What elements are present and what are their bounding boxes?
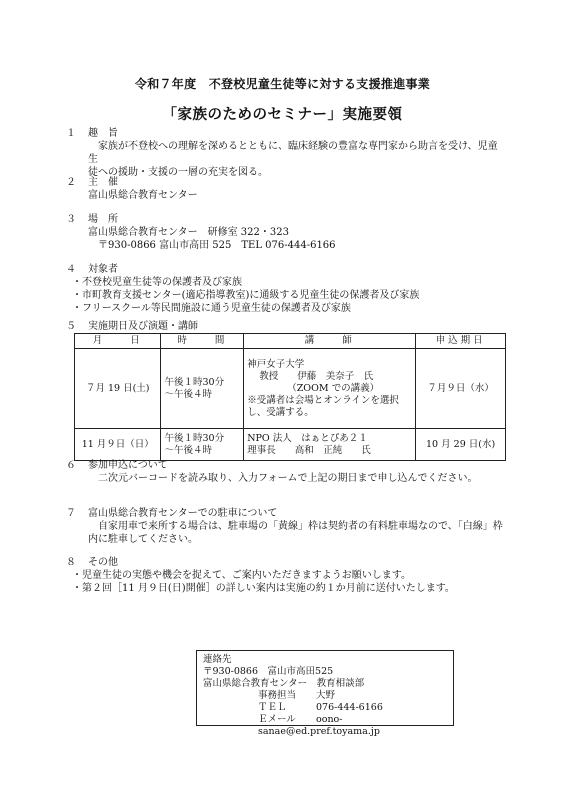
- list-item: ・第２回［11 月９日(日)開催］の詳しい案内は実施の約１か月前に送付いたします。: [72, 583, 455, 594]
- cell-deadline: 10 月 29 日(水): [416, 429, 506, 461]
- section-heading: 参加申込について: [88, 460, 168, 471]
- section-text: 〒930-0866 富山市高田 525 TEL 076-444-6166: [98, 240, 336, 251]
- section-parking: [66, 507, 506, 546]
- column-header-time: 時 間: [161, 334, 244, 349]
- cell-time: [161, 429, 244, 461]
- section-schedule: [66, 320, 506, 333]
- section-heading: 場 所: [88, 214, 118, 225]
- section-number: ５: [66, 321, 76, 332]
- list-item: ・不登校児童生徒等の保護者及び家族: [72, 277, 242, 288]
- contact-staff: 事務担当 大野: [258, 690, 336, 701]
- lecturer-affiliation: 神戸女子大学: [247, 358, 305, 370]
- column-header-date: 月 日: [75, 334, 161, 349]
- section-number: ６: [66, 460, 76, 471]
- contact-email: Ｅメール oono-sanae@ed.pref.toyama.jp: [258, 714, 380, 737]
- table-row: [75, 349, 506, 429]
- section-other: [66, 556, 506, 595]
- document-subtitle: 「家族のためのセミナー」実施要領: [162, 107, 403, 123]
- cell-lecturer: [244, 429, 416, 461]
- section-heading: 実施期日及び演題・講師: [88, 321, 198, 332]
- cell-date: 11 月９日（日）: [75, 429, 161, 461]
- list-item: ・市町教育支援センター(適応指導教室)に通級する児童生徒の保護者及び家族: [72, 290, 420, 301]
- section-text: 二次元バーコードを読み取り、入力フォームで上記の期日まで申し込んでください。: [98, 473, 478, 484]
- section-text: 内に駐車してください。: [88, 534, 198, 545]
- cell-deadline: ７月９日（水）: [416, 349, 506, 429]
- cell-lecturer: [244, 349, 416, 429]
- lecturer-name: 教授 伊藤 美奈子 氏: [259, 370, 374, 382]
- section-venue: [66, 213, 506, 252]
- time-end: ～午後４時: [164, 444, 212, 456]
- contact-box: [196, 650, 454, 737]
- section-heading: 対象者: [88, 264, 118, 275]
- section-number: ３: [66, 214, 76, 225]
- section-number: ８: [66, 557, 76, 568]
- section-purpose: [66, 127, 506, 179]
- column-header-lecturer: 講 師: [244, 334, 416, 349]
- contact-label: 連絡先: [203, 654, 232, 665]
- section-number: １: [66, 128, 76, 139]
- section-heading: その他: [88, 557, 118, 568]
- section-number: ４: [66, 264, 76, 275]
- contact-organization: 富山県総合教育センター 教育相談部: [203, 678, 365, 689]
- cell-time: [161, 349, 244, 429]
- cell-date: ７月 19 日(土): [75, 349, 161, 429]
- section-number: ２: [66, 177, 76, 188]
- section-text: 自家用車で来所する場合は、駐車場の「黄線」枠は契約者の有料駐車場なので、「白線」枠: [98, 521, 503, 532]
- section-target: [66, 263, 506, 315]
- section-number: ７: [66, 508, 76, 519]
- time-end: ～午後４時: [164, 388, 212, 400]
- section-heading: 趣 旨: [88, 128, 118, 139]
- section-text: 富山県総合教育センター: [88, 190, 198, 201]
- section-apply: [66, 459, 506, 485]
- section-text: 徒への援助・支援の一層の充実を図る。: [88, 167, 268, 178]
- table-header-row: [75, 334, 506, 349]
- lecturer-name: 理事長 高和 正純 氏: [247, 444, 371, 456]
- lecturer-remark: ※受講者は会場とオンラインを選択し、受講する。: [247, 394, 399, 418]
- time-start: 午後１時30分: [164, 376, 225, 388]
- column-header-deadline: 申込期日: [416, 334, 506, 349]
- section-text: 富山県総合教育センター 研修室 322・323: [88, 227, 289, 238]
- section-organizer: [66, 176, 506, 202]
- section-text: 家族が不登校への理解を深めるとともに、臨床経験の豊富な専門家から助言を受け、児童生: [88, 141, 498, 165]
- document-title: 令和７年度 不登校児童生徒等に対する支援推進事業: [134, 77, 431, 91]
- list-item: ・児童生徒の実態や機会を捉えて、ご案内いただきますようお願いします。: [72, 570, 411, 581]
- table-row: [75, 429, 506, 461]
- contact-tel: ＴＥＬ 076-444-6166: [258, 702, 383, 713]
- lecturer-note: （ZOOM での講義）: [287, 382, 380, 394]
- list-item: ・フリースクール等民間施設に通う児童生徒の保護者及び家族: [72, 303, 351, 314]
- contact-address: 〒930-0866 富山市高田525: [203, 666, 334, 677]
- lecturer-affiliation: NPO 法人 はぁとぴあ２１: [247, 432, 368, 444]
- time-start: 午後１時30分: [164, 432, 225, 444]
- schedule-table: [74, 333, 506, 461]
- section-heading: 主 催: [88, 177, 118, 188]
- section-heading: 富山県総合教育センターでの駐車について: [88, 508, 278, 519]
